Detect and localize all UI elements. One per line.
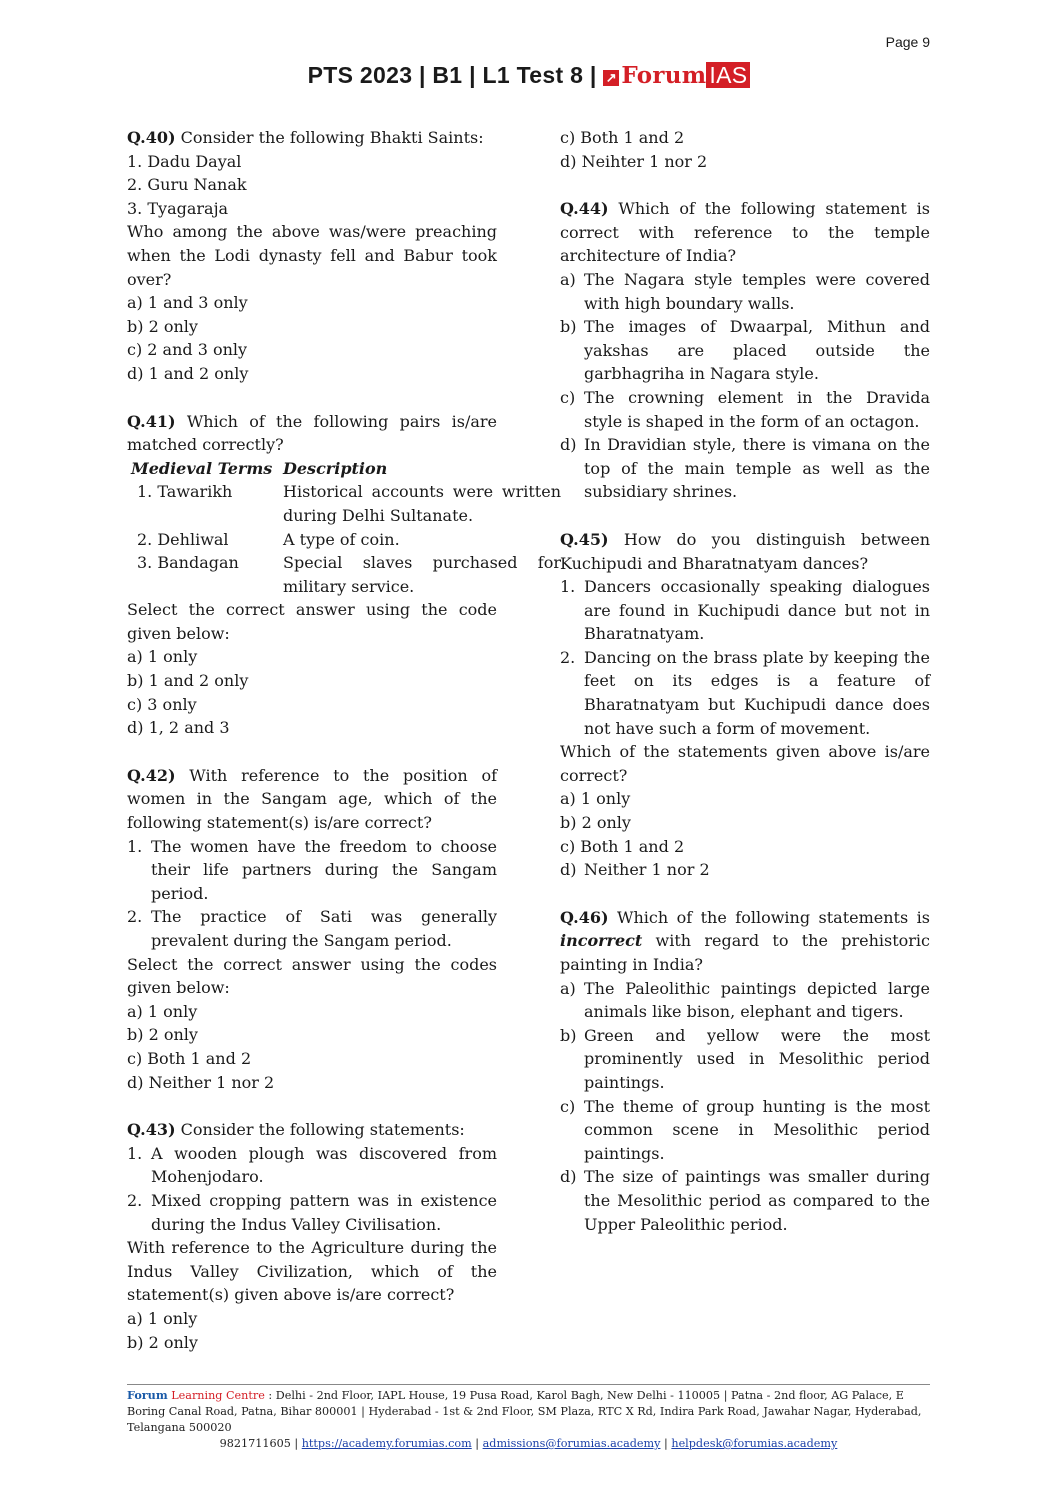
question-stem: Which of the following pairs is/are matched correctly? bbox=[127, 411, 497, 455]
question-40 bbox=[127, 126, 497, 386]
answer-option: d) Neither 1 nor 2 bbox=[127, 1072, 275, 1092]
statement-item: 1. Dancers occasionally speaking dialogues are found in Kuchipudi dance but not in Bharatnatyam. bbox=[560, 577, 930, 644]
page-footer: Forum Learning Centre : Delhi - 2nd Floor, IAPL House, 19 Pusa Road, Karol Bagh, New Delhi - 110005 | Patna - 2nd floor, AG Palace, E Boring Canal Road, Patna, Bihar 800001 | Hyderabad - 1st & 2nd Floor, SM Plaza, RTC X Rd, Indira Park Road, Jawahar Nagar, Hyderabad, Telangana 500020 9821711605 | https://academy.forumias.com | admissions@forumias.academy | helpdesk@forumias.academy bbox=[127, 1384, 930, 1452]
answer-option: b) Green and yellow were the most prominently used in Mesolithic period paintings. bbox=[560, 1025, 930, 1092]
answer-option: c) The crowning element in the Dravida style is shaped in the form of an octagon. bbox=[560, 387, 930, 431]
question-number: Q.41) bbox=[127, 411, 176, 431]
answer-option: a) The Paleolithic paintings depicted large animals like bison, elephant and tigers. bbox=[560, 978, 930, 1022]
answer-option: a) 1 only bbox=[560, 789, 631, 809]
question-number: Q.43) bbox=[127, 1120, 176, 1140]
question-number: Q.40) bbox=[127, 128, 176, 147]
question-number: Q.42) bbox=[127, 765, 176, 785]
answer-option: c) 2 and 3 only bbox=[127, 340, 248, 360]
answer-option: b) The images of Dwaarpal, Mithun and yakshas are placed outside the garbhagriha in Nagara style. bbox=[560, 317, 930, 384]
list-item: 1. Dadu Dayal bbox=[127, 151, 242, 171]
page-number: Page 9 bbox=[885, 34, 930, 50]
footer-phone: 9821711605 | bbox=[219, 1437, 302, 1450]
answer-option: d) In Dravidian style, there is vimana on the top of the main temple as well as the subsidiary shrines. bbox=[560, 435, 930, 502]
statement-item: 1. A wooden plough was discovered from Mohenjodaro. bbox=[127, 1143, 497, 1187]
answer-option: b) 2 only bbox=[127, 1025, 198, 1045]
emphasis-incorrect: incorrect bbox=[560, 931, 643, 951]
answer-option: a) 1 and 3 only bbox=[127, 293, 248, 313]
table-header: Description bbox=[283, 458, 388, 478]
question-ask: Select the correct answer using the codes given below: bbox=[127, 954, 497, 998]
test-title: PTS 2023 | B1 | L1 Test 8 | bbox=[307, 62, 604, 88]
answer-option: b) 2 only bbox=[560, 813, 631, 833]
question-41 bbox=[127, 410, 561, 740]
answer-option: a) 1 only bbox=[127, 1308, 198, 1328]
answer-option: d) 1, 2 and 3 bbox=[127, 718, 230, 738]
question-ask: Who among the above was/were preaching when the Lodi dynasty fell and Babur took over? bbox=[127, 222, 497, 289]
page-header bbox=[0, 62, 1058, 89]
statement-item: 2. Mixed cropping pattern was in existence during the Indus Valley Civilisation. bbox=[127, 1190, 497, 1234]
footer-helpdesk-email-link[interactable]: helpdesk@forumias.academy bbox=[671, 1437, 838, 1450]
question-ask: Select the correct answer using the code given below: bbox=[127, 600, 497, 643]
logo-arrow-icon: ↗ bbox=[603, 70, 619, 86]
answer-option: b) 1 and 2 only bbox=[127, 671, 249, 691]
forumias-logo: ↗ Forum IAS bbox=[603, 62, 750, 89]
answer-option: d) Neihter 1 nor 2 bbox=[560, 151, 708, 171]
answer-option: c) Both 1 and 2 bbox=[560, 836, 685, 856]
statement-item: 2. Dancing on the brass plate by keeping the feet on its edges is a feature of Bharatnatyam but Kuchipudi dance does not have such a form of movement. bbox=[560, 647, 930, 738]
question-number: Q.44) bbox=[560, 199, 609, 219]
list-item: 3. Tyagaraja bbox=[127, 198, 229, 218]
footer-brand: Forum bbox=[127, 1388, 168, 1402]
answer-option: c) The theme of group hunting is the most common scene in Mesolithic period paintings. bbox=[560, 1096, 930, 1163]
table-header: Medieval Terms bbox=[131, 458, 273, 478]
answer-option: b) 2 only bbox=[127, 316, 198, 336]
question-44 bbox=[560, 197, 930, 504]
answer-option: c) Both 1 and 2 bbox=[560, 128, 685, 147]
answer-option: a) 1 only bbox=[127, 647, 198, 667]
question-stem: Consider the following statements: bbox=[175, 1120, 465, 1140]
answer-option: a) The Nagara style temples were covered with high boundary walls. bbox=[560, 269, 930, 313]
question-number: Q.46) bbox=[560, 907, 609, 927]
answer-option: c) Both 1 and 2 bbox=[127, 1048, 252, 1068]
answer-option: d) 1 and 2 only bbox=[127, 363, 249, 383]
table-row: 1. Tawarikh Historical accounts were written during Delhi Sultanate. bbox=[137, 482, 561, 525]
question-43 bbox=[127, 1118, 497, 1354]
question-ask: With reference to the Agriculture during the Indus Valley Civilization, which of the statement(s) given above is/are correct? bbox=[127, 1238, 497, 1305]
question-stem: How do you distinguish between Kuchipudi and Bharatnatyam dances? bbox=[560, 529, 930, 573]
question-45 bbox=[560, 528, 930, 882]
question-number: Q.45) bbox=[560, 529, 609, 549]
question-ask: Which of the statements given above is/are correct? bbox=[560, 742, 930, 785]
question-stem: With reference to the position of women in the Sangam age, which of the following statement(s) is/are correct? bbox=[127, 765, 497, 833]
footer-website-link[interactable]: https://academy.forumias.com bbox=[301, 1437, 472, 1450]
list-item: 2. Guru Nanak bbox=[127, 175, 247, 195]
question-stem: Which of the following statement is correct with reference to the temple architecture of India? bbox=[560, 199, 930, 266]
statement-item: 2. The practice of Sati was generally prevalent during the Sangam period. bbox=[127, 907, 497, 950]
table-row: 2. Dehliwal A type of coin. bbox=[137, 529, 400, 549]
question-stem: Consider the following Bhakti Saints: bbox=[175, 128, 484, 147]
answer-option: d) Neither 1 nor 2 bbox=[560, 860, 710, 880]
question-42 bbox=[127, 764, 497, 1094]
footer-admissions-email-link[interactable]: admissions@forumias.academy bbox=[482, 1437, 661, 1450]
answer-option: c) 3 only bbox=[127, 694, 197, 714]
answer-option: d) The size of paintings was smaller during the Mesolithic period as compared to the Upper Paleolithic period. bbox=[560, 1167, 930, 1234]
table-row: 3. Bandagan Special slaves purchased for military service. bbox=[137, 553, 561, 596]
right-column bbox=[560, 126, 930, 1236]
question-46: Q.46) Which of the following statements is incorrect with regard to the prehistoric painting in India? a) The Paleolithic paintings depicted large animals like bison, elephant and tigers. b) Green and yellow were the most prominently used in Mesolithic period paintings. c) The theme of group hunting is the most common scene in Mesolithic period paintings. d) The size of paintings was smaller during the Mesolithic period as compared to the Upper Paleolithic period. bbox=[560, 906, 930, 1236]
statement-item: 1. The women have the freedom to choose their life partners during the Sangam period. bbox=[127, 836, 497, 903]
left-column bbox=[127, 126, 561, 1354]
footer-address: : Delhi - 2nd Floor, IAPL House, 19 Pusa Road, Karol Bagh, New Delhi - 110005 | Patna - 2nd floor, AG Palace, E Boring Canal Road, Patna, Bihar 800001 | Hyderabad - 1st & 2nd Floor, SM Plaza, RTC X Rd, Indira Park Road, Jawahar Nagar, Hyderabad, Telangana 500020 bbox=[127, 1389, 922, 1434]
answer-option: a) 1 only bbox=[127, 1001, 198, 1021]
terms-table bbox=[131, 457, 561, 599]
answer-option: b) 2 only bbox=[127, 1332, 198, 1352]
